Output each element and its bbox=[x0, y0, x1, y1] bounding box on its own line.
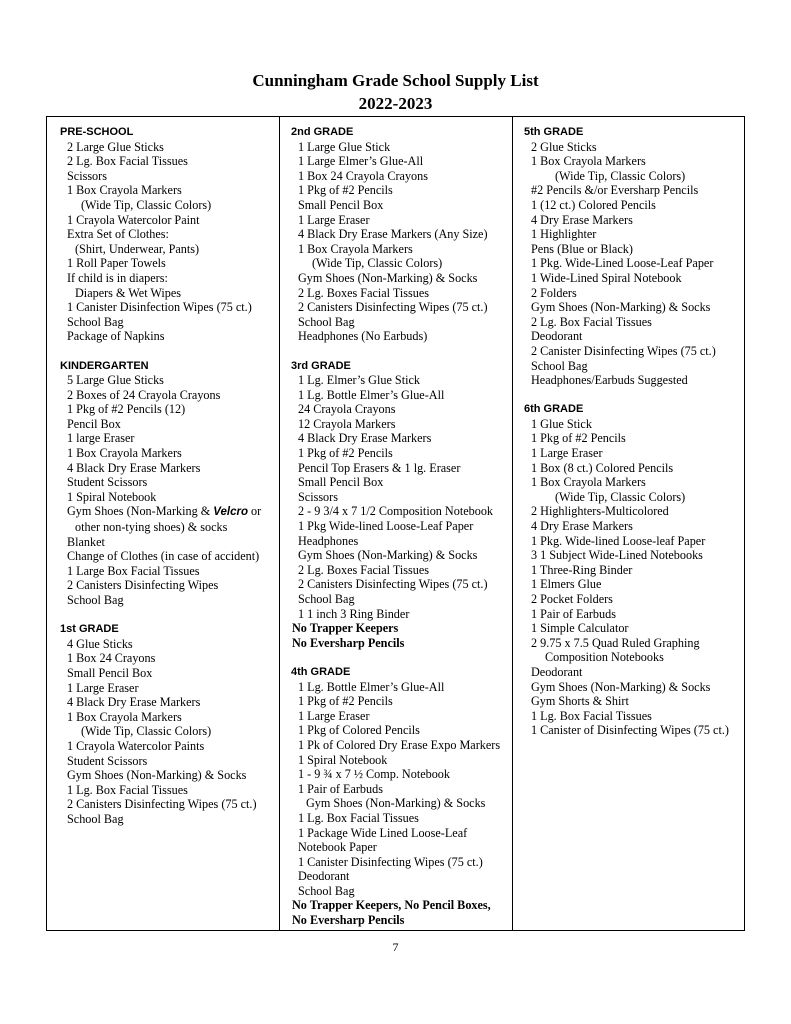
supply-item bbox=[55, 504, 279, 520]
supply-item: 4 Black Dry Erase Markers bbox=[298, 431, 432, 446]
grade-heading: 3rd GRADE bbox=[291, 359, 351, 372]
supply-item: 1 Pkg of #2 Pencils bbox=[298, 694, 393, 709]
supply-item: 2 Lg. Boxes Facial Tissues bbox=[298, 562, 430, 577]
column-2nd-3rd-4th bbox=[280, 117, 513, 930]
supply-item: 1 Pair of Earbuds bbox=[531, 606, 616, 621]
supply-item: 2 - 9 3/4 x 7 1/2 Composition Notebook bbox=[298, 504, 493, 519]
supply-item: 1 Box Crayola Markers bbox=[67, 709, 182, 724]
grade-heading: KINDERGARTEN bbox=[60, 359, 149, 372]
supply-item: 1 Elmers Glue bbox=[531, 577, 602, 592]
supply-item: 1 Lg. Elmer’s Glue Stick bbox=[298, 373, 420, 388]
supply-item: (Wide Tip, Classic Colors) bbox=[555, 489, 686, 504]
supply-item-text: or bbox=[247, 504, 262, 519]
supply-item: Headphones/Earbuds Suggested bbox=[531, 373, 688, 388]
supply-item: (Wide Tip, Classic Colors) bbox=[555, 168, 686, 183]
supply-item: (Shirt, Underwear, Pants) bbox=[75, 241, 200, 256]
supply-item: 4 Black Dry Erase Markers (Any Size) bbox=[298, 227, 488, 242]
supply-item: 1 Pkg Wide-lined Loose-Leaf Paper bbox=[298, 519, 474, 534]
supply-item: Student Scissors bbox=[67, 753, 148, 768]
supply-item: 2 Folders bbox=[531, 285, 577, 300]
supply-item: 1 Box (8 ct.) Colored Pencils bbox=[531, 460, 674, 475]
supply-item: 1 Crayola Watercolor Paints bbox=[67, 738, 205, 753]
supply-item: Composition Notebooks bbox=[545, 650, 664, 665]
supply-item: 5 Large Glue Sticks bbox=[67, 373, 164, 388]
supply-item: 1 Large Eraser bbox=[298, 708, 370, 723]
section-gap bbox=[55, 608, 279, 623]
supply-item: 2 9.75 x 7.5 Quad Ruled Graphing bbox=[531, 635, 700, 650]
supply-item: Extra Set of Clothes: bbox=[67, 227, 169, 242]
supply-item: Scissors bbox=[67, 168, 107, 183]
supply-item: 2 Canisters Disinfecting Wipes (75 ct.) bbox=[298, 300, 488, 315]
supply-item: (Wide Tip, Classic Colors) bbox=[81, 197, 212, 212]
supply-item: 1 Wide-Lined Spiral Notebook bbox=[531, 270, 682, 285]
supply-item: Gym Shoes (Non-Marking) & Socks bbox=[306, 796, 486, 811]
supply-item: 1 Pkg of #2 Pencils (12) bbox=[67, 402, 186, 417]
page-number: 7 bbox=[392, 940, 399, 954]
supply-item: 1 Box 24 Crayons bbox=[67, 651, 156, 666]
supply-item: 1 Pkg. Wide-Lined Loose-Leaf Paper bbox=[531, 256, 714, 271]
supply-item-text: Gym Shoes (Non-Marking & bbox=[67, 504, 214, 519]
supply-table bbox=[46, 116, 745, 931]
supply-item: 2 Boxes of 24 Crayola Crayons bbox=[67, 387, 221, 402]
column-preschool-k-1st bbox=[47, 117, 280, 930]
supply-item: 1 Box Crayola Markers bbox=[67, 183, 182, 198]
section-gap bbox=[55, 344, 279, 359]
supply-item: 1 Pair of Earbuds bbox=[298, 781, 383, 796]
supply-item: Gym Shorts & Shirt bbox=[531, 694, 629, 709]
supply-item: 1 Large Eraser bbox=[298, 212, 370, 227]
supply-item: 1 Package Wide Lined Loose-Leaf bbox=[298, 825, 468, 840]
supply-item: (Wide Tip, Classic Colors) bbox=[312, 256, 443, 271]
supply-item: 1 (12 ct.) Colored Pencils bbox=[531, 197, 656, 212]
supply-item: 1 Box Crayola Markers bbox=[531, 475, 646, 490]
supply-item: 1 Large Eraser bbox=[67, 680, 139, 695]
supply-item: Gym Shoes (Non-Marking) & Socks bbox=[67, 768, 247, 783]
velcro-emphasis: Velcro bbox=[213, 506, 248, 519]
supply-item: 1 Box Crayola Markers bbox=[67, 446, 182, 461]
supply-item: 1 Spiral Notebook bbox=[298, 752, 388, 767]
column-5th-6th bbox=[513, 117, 744, 930]
supply-item: Small Pencil Box bbox=[298, 475, 384, 490]
supply-item: Diapers & Wet Wipes bbox=[75, 285, 182, 300]
supply-item: 4 Dry Erase Markers bbox=[531, 212, 633, 227]
supply-item: 4 Glue Sticks bbox=[67, 636, 133, 651]
grade-heading: 6th GRADE bbox=[524, 403, 584, 416]
supply-item: 1 Lg. Box Facial Tissues bbox=[67, 782, 188, 797]
note-bold: No Trapper Keepers, No Pencil Boxes, bbox=[292, 898, 491, 913]
document-title: Cunningham Grade School Supply List bbox=[252, 71, 539, 90]
supply-item: 4 Dry Erase Markers bbox=[531, 519, 633, 534]
supply-item: Pencil Box bbox=[67, 416, 121, 431]
supply-item: Headphones (No Earbuds) bbox=[298, 329, 428, 344]
supply-item: 1 Box Crayola Markers bbox=[531, 154, 646, 169]
supply-item: 24 Crayola Crayons bbox=[298, 402, 396, 417]
supply-item: 1 Box 24 Crayola Crayons bbox=[298, 168, 428, 183]
supply-item: 1 Large Elmer’s Glue-All bbox=[298, 154, 424, 169]
supply-item: 1 Canister of Disinfecting Wipes (75 ct.) bbox=[531, 723, 729, 738]
supply-item: School Bag bbox=[67, 811, 124, 826]
supply-item: Small Pencil Box bbox=[67, 665, 153, 680]
supply-item: 1 Pkg of #2 Pencils bbox=[298, 446, 393, 461]
supply-item: other non-tying shoes) & socks bbox=[75, 520, 228, 535]
supply-item: Pens (Blue or Black) bbox=[531, 241, 633, 256]
supply-item: 1 large Eraser bbox=[67, 431, 135, 446]
supply-item: 1 Glue Stick bbox=[531, 416, 592, 431]
supply-item: Deodorant bbox=[531, 329, 583, 344]
supply-item: 1 1 inch 3 Ring Binder bbox=[298, 606, 410, 621]
supply-item: 1 Three-Ring Binder bbox=[531, 562, 633, 577]
grade-heading: 5th GRADE bbox=[524, 126, 584, 138]
supply-item: #2 Pencils &/or Eversharp Pencils bbox=[531, 183, 699, 198]
supply-item: 1 Pkg of Colored Pencils bbox=[298, 723, 420, 738]
supply-item: 1 Pkg of #2 Pencils bbox=[531, 431, 626, 446]
grade-heading: 1st GRADE bbox=[60, 623, 119, 636]
supply-item: School Bag bbox=[298, 314, 355, 329]
supply-item: 3 1 Subject Wide-Lined Notebooks bbox=[531, 548, 703, 563]
grade-heading: PRE-SCHOOL bbox=[60, 126, 134, 138]
supply-item: Blanket bbox=[67, 534, 105, 549]
supply-item: Deodorant bbox=[531, 664, 583, 679]
supply-item: 1 Spiral Notebook bbox=[67, 489, 157, 504]
supply-item: 1 Pk of Colored Dry Erase Expo Markers bbox=[298, 737, 501, 752]
supply-item: 1 Lg. Bottle Elmer’s Glue-All bbox=[298, 679, 445, 694]
grade-heading: 4th GRADE bbox=[291, 665, 351, 678]
supply-item: 2 Canisters Disinfecting Wipes (75 ct.) bbox=[67, 797, 257, 812]
supply-item: 2 Highlighters-Multicolored bbox=[531, 504, 669, 519]
note-bold: No Eversharp Pencils bbox=[292, 635, 405, 650]
supply-item: 1 Canister Disinfection Wipes (75 ct.) bbox=[67, 300, 252, 315]
supply-item: 1 Large Glue Stick bbox=[298, 139, 391, 154]
supply-item: 1 Canister Disinfecting Wipes (75 ct.) bbox=[298, 854, 483, 869]
supply-item: Student Scissors bbox=[67, 475, 148, 490]
section-gap bbox=[286, 650, 512, 665]
grade-heading: 2nd GRADE bbox=[291, 126, 354, 138]
supply-item: Pencil Top Erasers & 1 lg. Eraser bbox=[298, 460, 461, 475]
supply-item: 1 Large Eraser bbox=[531, 446, 603, 461]
section-gap bbox=[286, 344, 512, 359]
supply-item: Gym Shoes (Non-Marking) & Socks bbox=[531, 679, 711, 694]
supply-item: 2 Canister Disinfecting Wipes (75 ct.) bbox=[531, 343, 716, 358]
supply-item: 1 Simple Calculator bbox=[531, 621, 629, 636]
supply-item: School Bag bbox=[67, 314, 124, 329]
supply-item: 1 Pkg of #2 Pencils bbox=[298, 183, 393, 198]
supply-item: 1 Large Box Facial Tissues bbox=[67, 563, 200, 578]
supply-item: Package of Napkins bbox=[67, 329, 165, 344]
supply-item: 1 Roll Paper Towels bbox=[67, 256, 166, 271]
note-bold: No Trapper Keepers bbox=[292, 621, 399, 636]
supply-item: School Bag bbox=[67, 593, 124, 607]
supply-item: Gym Shoes (Non-Marking) & Socks bbox=[531, 300, 711, 315]
supply-item: 4 Black Dry Erase Markers bbox=[67, 460, 201, 475]
supply-item: 1 Crayola Watercolor Paint bbox=[67, 212, 200, 227]
supply-item: If child is in diapers: bbox=[67, 270, 168, 285]
supply-item: 1 Highlighter bbox=[531, 227, 597, 242]
supply-item: Change of Clothes (in case of accident) bbox=[67, 549, 260, 564]
supply-item: 1 Box Crayola Markers bbox=[298, 241, 413, 256]
supply-item: Deodorant bbox=[298, 869, 350, 884]
supply-item: 2 Lg. Box Facial Tissues bbox=[531, 314, 652, 329]
supply-item: School Bag bbox=[298, 592, 355, 606]
supply-item: 2 Lg. Boxes Facial Tissues bbox=[298, 285, 430, 300]
supply-item: 2 Canisters Disinfecting Wipes bbox=[67, 578, 219, 593]
supply-item: Small Pencil Box bbox=[298, 197, 384, 212]
supply-item: 2 Canisters Disinfecting Wipes (75 ct.) bbox=[298, 577, 488, 592]
supply-item: 1 Lg. Bottle Elmer’s Glue-All bbox=[298, 387, 445, 402]
supply-item: 1 Lg. Box Facial Tissues bbox=[531, 708, 652, 723]
supply-item: 2 Pocket Folders bbox=[531, 592, 613, 606]
supply-item: 4 Black Dry Erase Markers bbox=[67, 695, 201, 710]
supply-item: 12 Crayola Markers bbox=[298, 416, 396, 431]
supply-item: Gym Shoes (Non-Marking) & Socks bbox=[298, 548, 478, 563]
supply-item: Notebook Paper bbox=[298, 840, 377, 855]
school-year: 2022-2023 bbox=[358, 94, 433, 113]
supply-item: Gym Shoes (Non-Marking) & Socks bbox=[298, 270, 478, 285]
supply-item: School Bag bbox=[531, 358, 588, 373]
supply-item: 1 - 9 ¾ x 7 ½ Comp. Notebook bbox=[298, 767, 450, 782]
supply-item: Scissors bbox=[298, 489, 338, 504]
supply-item: 1 Lg. Box Facial Tissues bbox=[298, 810, 419, 825]
supply-item: 2 Glue Sticks bbox=[531, 139, 597, 154]
note-bold: No Eversharp Pencils bbox=[292, 913, 405, 928]
supply-item: 2 Large Glue Sticks bbox=[67, 139, 164, 154]
supply-item: School Bag bbox=[298, 883, 355, 898]
supply-item: Headphones bbox=[298, 533, 359, 548]
section-gap bbox=[519, 388, 744, 403]
supply-item: 2 Lg. Box Facial Tissues bbox=[67, 154, 188, 169]
supply-item: 1 Pkg. Wide-lined Loose-leaf Paper bbox=[531, 533, 706, 548]
supply-item: (Wide Tip, Classic Colors) bbox=[81, 724, 212, 739]
